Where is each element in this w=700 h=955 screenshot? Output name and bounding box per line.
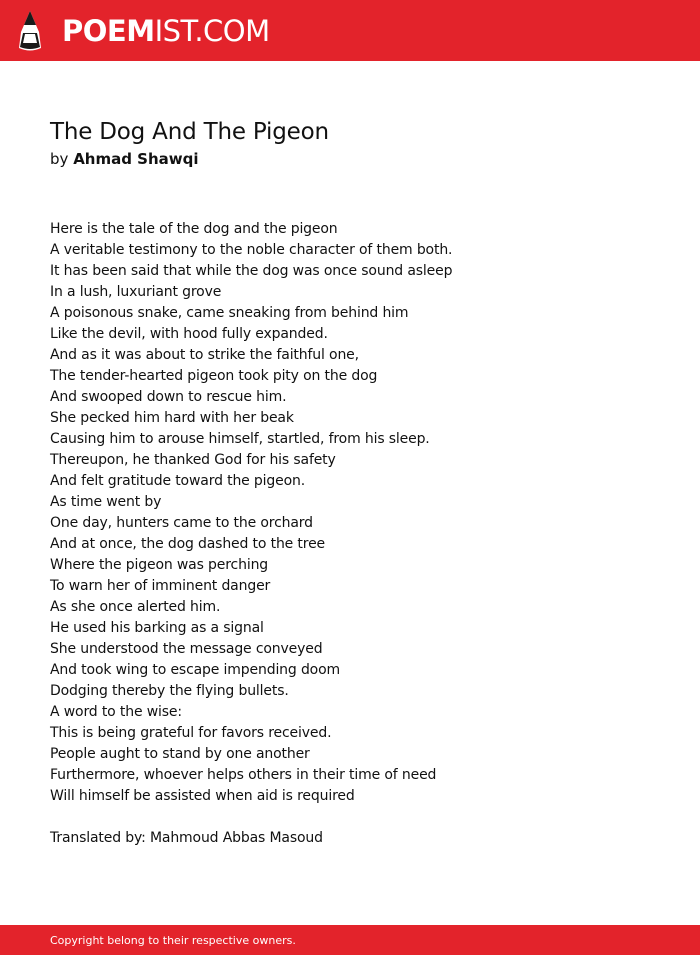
- author-name: Ahmad Shawqi: [73, 150, 199, 168]
- poem-line: Like the devil, with hood fully expanded.: [50, 326, 328, 342]
- copyright-notice: Copyright belong to their respective owners.: [50, 934, 296, 947]
- poem-line: And at once, the dog dashed to the tree: [50, 536, 325, 552]
- poem-line: Furthermore, whoever helps others in their time of need: [50, 767, 437, 783]
- poem-line: It has been said that while the dog was once sound asleep: [50, 263, 453, 279]
- poem-line: People aught to stand by one another: [50, 746, 310, 762]
- translator-credit: Translated by: Mahmoud Abbas Masoud: [50, 830, 323, 846]
- poem-line: And took wing to escape impending doom: [50, 662, 340, 678]
- poem-line: In a lush, luxuriant grove: [50, 284, 222, 300]
- site-footer: [0, 925, 700, 955]
- poem-line: She pecked him hard with her beak: [50, 410, 294, 426]
- poem-line: And swooped down to rescue him.: [50, 389, 287, 405]
- poem-line: A veritable testimony to the noble character of them both.: [50, 242, 453, 258]
- logo-light-text: IST.COM: [154, 14, 270, 48]
- poem-line: To warn her of imminent danger: [50, 578, 271, 594]
- poem-line: This is being grateful for favors received.: [50, 725, 332, 741]
- poem-line: Where the pigeon was perching: [50, 557, 269, 573]
- poem-line: Thereupon, he thanked God for his safety: [50, 452, 336, 468]
- poem-line: As time went by: [50, 494, 162, 510]
- poem-body: [50, 219, 670, 807]
- poem-line: He used his barking as a signal: [50, 620, 264, 636]
- poem-line: And as it was about to strike the faithful one,: [50, 347, 359, 363]
- poem-line: Causing him to arouse himself, startled, from his sleep.: [50, 431, 430, 447]
- poem-line: The tender-hearted pigeon took pity on the dog: [50, 368, 378, 384]
- pencil-icon[interactable]: [17, 10, 43, 52]
- poem-line: Dodging thereby the flying bullets.: [50, 683, 289, 699]
- poem-line: A word to the wise:: [50, 704, 182, 720]
- poem-line: Will himself be assisted when aid is required: [50, 788, 355, 804]
- poem-line: As she once alerted him.: [50, 599, 221, 615]
- poem-title: The Dog And The Pigeon: [50, 119, 329, 145]
- by-label: by: [50, 150, 69, 168]
- poem-line: Here is the tale of the dog and the pigeon: [50, 221, 338, 237]
- poem-line: She understood the message conveyed: [50, 641, 323, 657]
- poem-line: A poisonous snake, came sneaking from behind him: [50, 305, 409, 321]
- poem-byline: [50, 149, 199, 169]
- poem-line: And felt gratitude toward the pigeon.: [50, 473, 306, 489]
- poem-line: One day, hunters came to the orchard: [50, 515, 313, 531]
- site-logo[interactable]: [62, 13, 270, 49]
- site-header: [0, 0, 700, 61]
- logo-bold-text: POEM: [62, 14, 155, 48]
